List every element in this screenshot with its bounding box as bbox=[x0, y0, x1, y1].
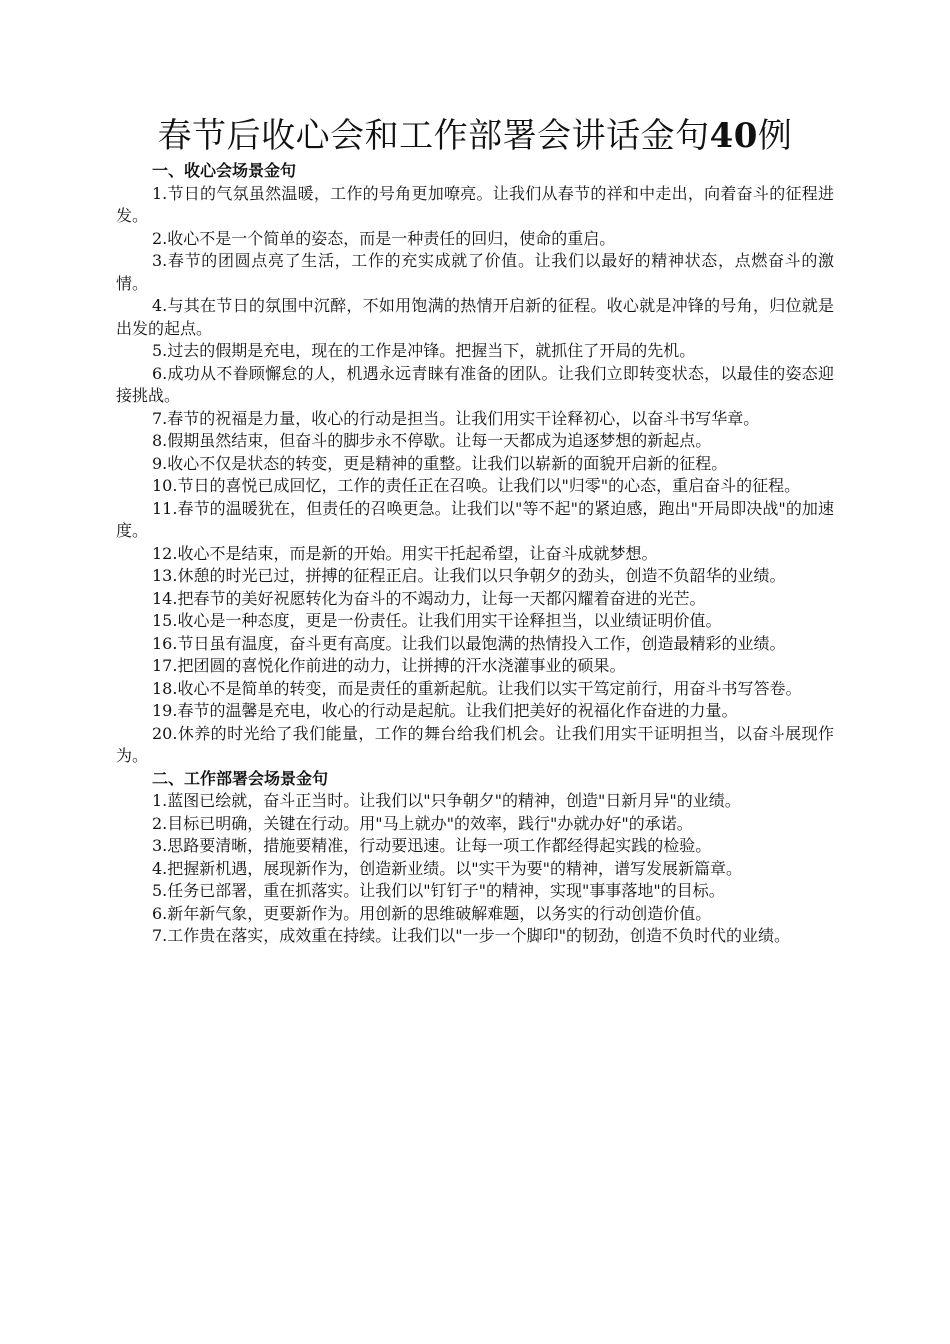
list-item: 3.春节的团圆点亮了生活，工作的充实成就了价值。让我们以最好的精神状态，点燃奋斗的激情。 bbox=[116, 251, 834, 293]
list-item: 15.收心是一种态度，更是一份责任。让我们用实干诠释担当，以业绩证明价值。 bbox=[152, 611, 722, 630]
list-item: 17.把团圆的喜悦化作前进的动力，让拼搏的汗水浇灌事业的硕果。 bbox=[152, 656, 626, 675]
list-item: 5.过去的假期是充电，现在的工作是冲锋。把握当下，就抓住了开局的先机。 bbox=[152, 341, 696, 360]
document-title bbox=[116, 112, 834, 160]
list-item: 7.春节的祝福是力量，收心的行动是担当。让我们用实干诠释初心，以奋斗书写华章。 bbox=[152, 408, 760, 428]
list-item: 7.工作贵在落实，成效重在持续。让我们以"一步一个脚印"的韧劲，创造不负时代的业绩。 bbox=[152, 926, 790, 945]
list-item: 6.成功从不眷顾懈怠的人，机遇永远青睐有准备的团队。让我们立即转变状态，以最佳的姿态迎接挑战。 bbox=[116, 363, 834, 405]
title-text: 春节后收心会和工作部署会讲话金句 bbox=[157, 116, 710, 156]
list-item: 8.假期虽然结束，但奋斗的脚步永不停歇。让每一天都成为追逐梦想的新起点。 bbox=[152, 431, 712, 450]
list-item: 5.任务已部署，重在抓落实。让我们以"钉钉子"的精神，实现"事事落地"的目标。 bbox=[152, 881, 725, 900]
list-item: 1.节日的气氛虽然温暖，工作的号角更加嘹亮。让我们从春节的祥和中走出，向着奋斗的征程进发。 bbox=[116, 183, 834, 225]
list-item: 4.与其在节日的氛围中沉醉，不如用饱满的热情开启新的征程。收心就是冲锋的号角，归位就是出发的起点。 bbox=[116, 296, 834, 338]
section-reunion bbox=[116, 160, 834, 768]
list-item: 11.春节的温暖犹在，但责任的召唤更急。让我们以"等不起"的紧迫感，跑出"开局即决战"的加速度。 bbox=[116, 498, 834, 540]
list-item: 18.收心不是简单的转变，而是责任的重新起航。让我们以实干笃定前行，用奋斗书写答卷。 bbox=[152, 678, 802, 698]
list-item: 3.思路要清晰，措施要精准，行动要迅速。让每一项工作都经得起实践的检验。 bbox=[152, 836, 712, 855]
document-page bbox=[116, 112, 834, 948]
list-item: 13.休憩的时光已过，拼搏的征程正启。让我们以只争朝夕的劲头，创造不负韶华的业绩。 bbox=[152, 566, 786, 585]
list-item: 6.新年新气象，更要新作为。用创新的思维破解难题，以务实的行动创造价值。 bbox=[152, 903, 712, 923]
section-heading: 一、收心会场景金句 bbox=[152, 161, 297, 180]
list-item: 2.收心不是一个简单的姿态，而是一种责任的回归，使命的重启。 bbox=[152, 228, 616, 248]
title-number: 40 bbox=[709, 116, 758, 156]
list-item: 14.把春节的美好祝愿转化为奋斗的不竭动力，让每一天都闪耀着奋进的光芒。 bbox=[152, 588, 706, 608]
list-item: 4.把握新机遇，展现新作为，创造新业绩。以"实干为要"的精神，谱写发展新篇章。 bbox=[152, 858, 742, 878]
title-suffix: 例 bbox=[757, 116, 793, 156]
section-heading: 二、工作部署会场景金句 bbox=[152, 768, 329, 788]
list-item: 10.节日的喜悦已成回忆，工作的责任正在召唤。让我们以"归零"的心态，重启奋斗的征程。 bbox=[152, 476, 801, 495]
list-item: 20.休养的时光给了我们能量，工作的舞台给我们机会。让我们用实干证明担当，以奋斗展现作为。 bbox=[116, 723, 834, 765]
list-item: 1.蓝图已绘就，奋斗正当时。让我们以"只争朝夕"的精神，创造"日新月异"的业绩。 bbox=[152, 791, 741, 810]
list-item: 2.目标已明确，关键在行动。用"马上就办"的效率，践行"办就办好"的承诺。 bbox=[152, 813, 693, 833]
list-item: 16.节日虽有温度，奋斗更有高度。让我们以最饱满的热情投入工作，创造最精彩的业绩。 bbox=[152, 633, 786, 653]
list-item: 19.春节的温馨是充电，收心的行动是起航。让我们把美好的祝福化作奋进的力量。 bbox=[152, 701, 738, 720]
section-deployment bbox=[116, 768, 834, 948]
list-item: 9.收心不仅是状态的转变，更是精神的重整。让我们以崭新的面貌开启新的征程。 bbox=[152, 453, 728, 473]
list-item: 12.收心不是结束，而是新的开始。用实干托起希望，让奋斗成就梦想。 bbox=[152, 543, 658, 563]
